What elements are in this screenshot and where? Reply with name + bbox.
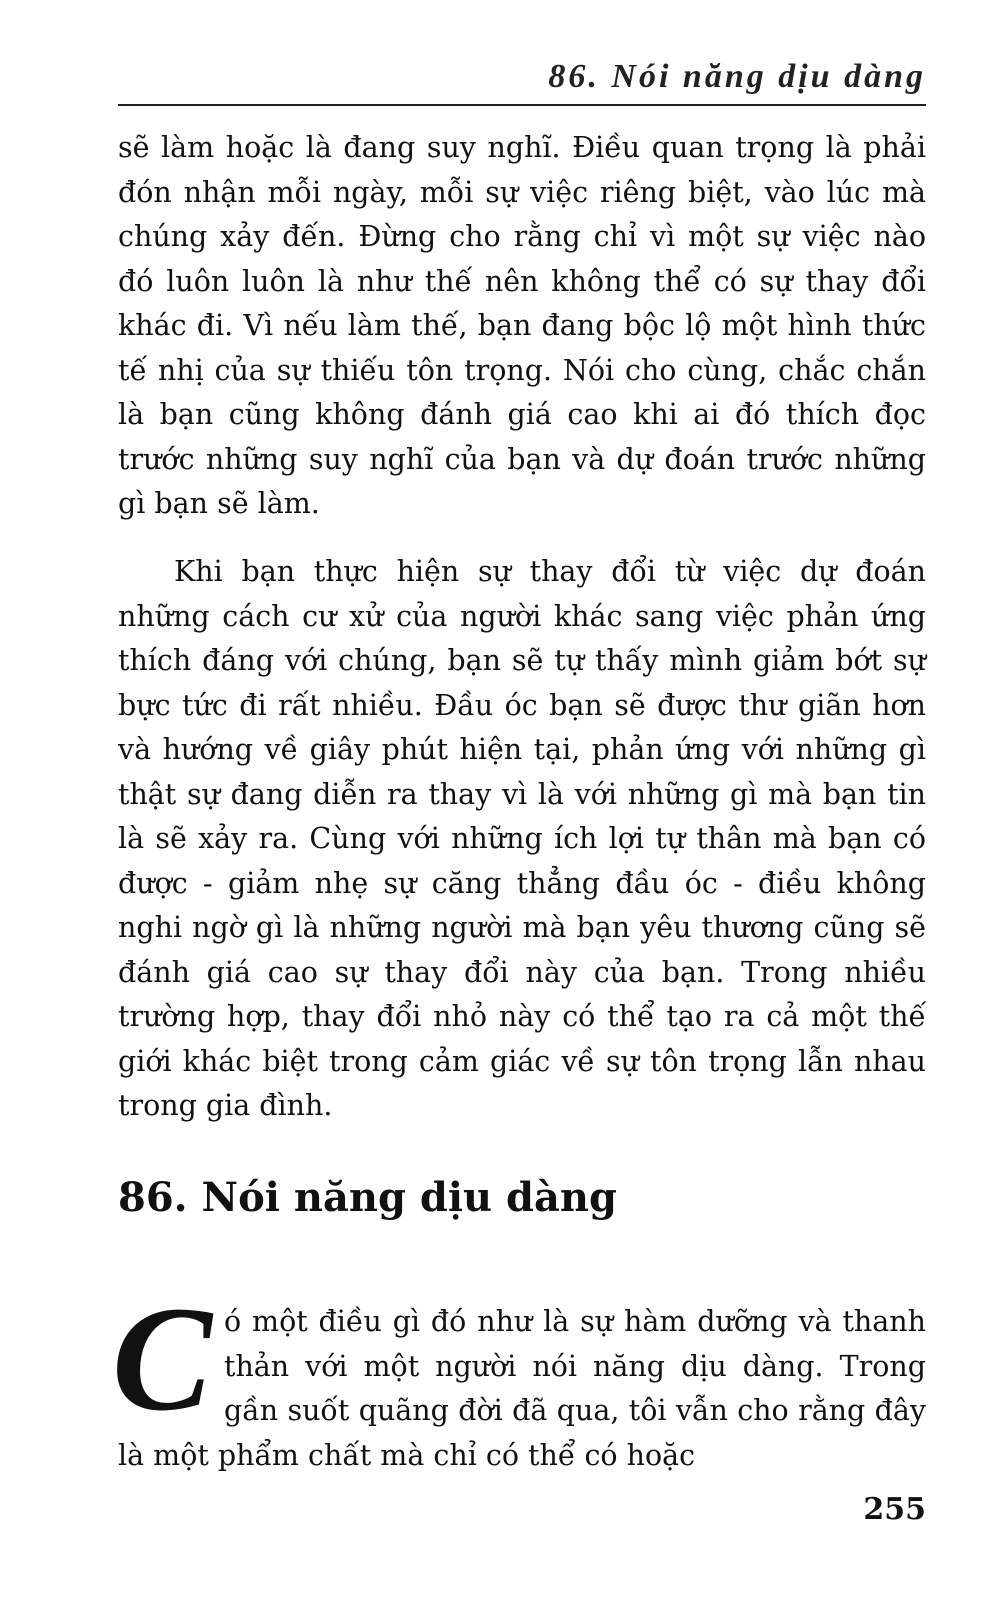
paragraph: Khi bạn thực hiện sự thay đổi từ việc dự đoán những cách cư xử của người khác sang việc phản ứng thích đáng với chúng, bạn sẽ tự thấy mình giảm bớt sự bực tức đi rất nhiều. Đầu óc bạn sẽ được thư giãn hơn và hướng về giây phút hiện tại, phản ứng với những gì thật sự đang diễn ra thay vì là với những gì mà bạn tin là sẽ xảy ra. Cùng với những ích lợi tự thân mà bạn có được - giảm nhẹ sự căng thẳng đầu óc - điều không nghi ngờ gì là những người mà bạn yêu thương cũng sẽ đánh giá cao sự thay đổi này của bạn. Trong nhiều trường hợp, thay đổi nhỏ này có thể tạo ra cả một thế giới khác biệt trong cảm giác về sự tôn trọng lẫn nhau trong gia đình.	[118, 555, 926, 1122]
section-title: 86. Nói năng dịu dàng	[118, 1174, 617, 1221]
page-number: 255	[863, 1492, 926, 1527]
paragraph-continued: sẽ làm hoặc là đang suy nghĩ. Điều quan trọng là phải đón nhận mỗi ngày, mỗi sự việc riêng biệt, vào lúc mà chúng xảy đến. Đừng cho rằng chỉ vì một sự việc nào đó luôn luôn là như thế nên không thể có sự thay đổi khác đi. Vì nếu làm thế, bạn đang bộc lộ một hình thức tế nhị của sự thiếu tôn trọng. Nói cho cùng, chắc chắn là bạn cũng không đánh giá cao khi ai đó thích đọc trước những suy nghĩ của bạn và dự đoán trước những gì bạn sẽ làm.	[118, 131, 926, 520]
section-opening-text: ó một điều gì đó như là sự hàm dưỡng và thanh thản với một người nói năng dịu dàng. Trong gần suốt quãng đời đã qua, tôi vẫn cho rằng đây là một phẩm chất mà chỉ có thể có hoặc	[118, 1305, 926, 1472]
section-opening-paragraph	[112, 1276, 926, 1478]
drop-cap: C	[112, 1276, 213, 1442]
header-rule	[118, 104, 926, 106]
running-header: 86. Nói năng dịu dàng	[548, 58, 926, 95]
